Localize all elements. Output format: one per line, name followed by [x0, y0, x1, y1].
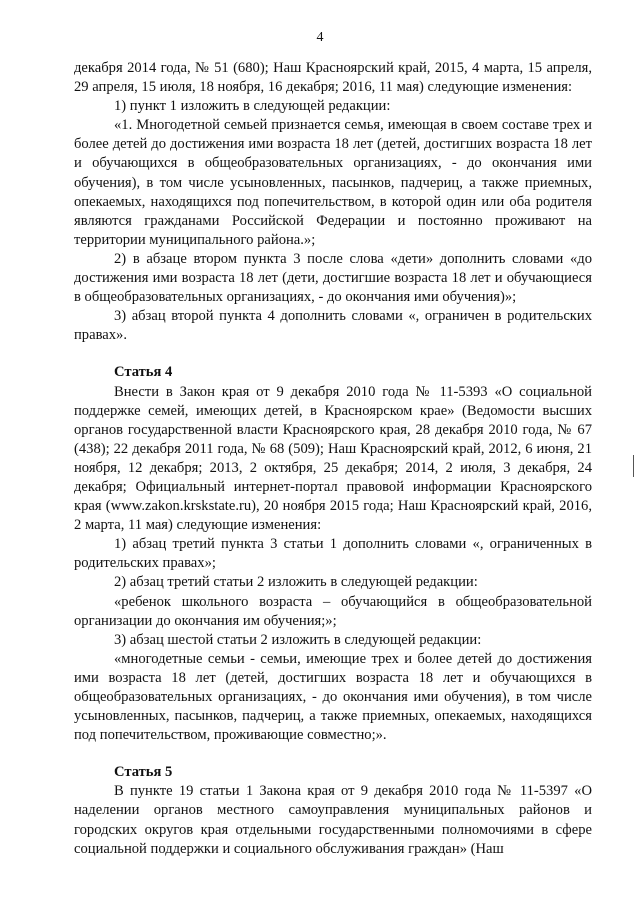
- paragraph: 1) пункт 1 изложить в следующей редакции:: [114, 98, 391, 115]
- paragraph: В пункте 19 статьи 1 Закона края от 9 декабря 2010 года № 11-5397 «О наделении органов местного самоуправления муниципальных районов и городских округов края отдельными государственными полномочиями в сфере социальной поддержки и социального обслуживания граждан» (Наш: [74, 783, 592, 857]
- article-heading: Статья 4: [114, 364, 173, 381]
- paragraph: 3) абзац шестой статьи 2 изложить в следующей редакции:: [114, 631, 482, 648]
- paragraph: «многодетные семьи - семьи, имеющие трех и более детей до достижения ими возраста 18 лет (детей, достигших возраста 18 лет и обучающихся в общеобразовательных организациях, - до окончания ими обучения), в том числе усыновленных, пасынков, падчериц, а также приемных, опекаемых, находящихся под попечительством, проживающие совместно;».: [74, 650, 592, 744]
- paragraph: «ребенок школьного возраста – обучающийся в общеобразовательной организации до окончания им обучения;»;: [74, 593, 592, 629]
- paragraph: 3) абзац второй пункта 4 дополнить словами «, ограничен в родительских правах».: [74, 308, 592, 344]
- paragraph: Внести в Закон края от 9 декабря 2010 года № 11-5393 «О социальной поддержке семей, имеющих детей, в Красноярском крае» (Ведомости высших органов государственной власти Красноярского края, 28 декабря 2010 года, № 67 (438); 22 декабря 2011 года, № 68 (509); Наш Красноярский край, 2012, 6 июня, 21 ноября, 12 декабря; 2013, 2 октября, 25 декабря; 2014, 2 июля, 3 декабря, 24 декабря; Официальный интернет-портал правовой информации Красноярского края (www.zakon.krskstate.ru), 20 ноября 2015 года; Наш Красноярский край, 2016, 2 марта, 11 мая) следующие изменения:: [74, 383, 592, 534]
- section-spacer: [74, 745, 592, 763]
- article-heading: Статья 5: [114, 764, 173, 781]
- page-number: 4: [316, 30, 324, 45]
- document-body: [74, 59, 592, 859]
- paragraph: 1) абзац третий пункта 3 статьи 1 дополнить словами «, ограниченных в родительских правах»;: [74, 536, 592, 572]
- paragraph: «1. Многодетной семьей признается семья, имеющая в своем составе трех и более детей до достижения ими возраста 18 лет (детей, достигших возраста 18 лет и обучающихся в общеобразовательных организациях, - до окончания ими обучения), в том числе усыновленных, пасынков, падчериц, а также приемных, опекаемых, находящихся под попечительством, в которой один или оба родителя являются гражданами Российской Федерации и постоянно проживают на территории муниципального района.»;: [74, 117, 592, 248]
- paragraph: 2) абзац третий статьи 2 изложить в следующей редакции:: [114, 574, 478, 591]
- paragraph: декабря 2014 года, № 51 (680); Наш Красноярский край, 2015, 4 марта, 15 апреля, 29 апреля, 15 июля, 18 ноября, 16 декабря; 2016, 11 мая) следующие изменения:: [74, 60, 592, 96]
- scan-edge-mark: [633, 455, 634, 477]
- paragraph: 2) в абзаце втором пункта 3 после слова «дети» дополнить словами «до достижения ими возраста 18 лет (дети, достигшие возраста 18 лет и обучающиеся в общеобразовательных организациях, - до окончания ими обучения)»;: [74, 250, 592, 306]
- section-spacer: [74, 345, 592, 363]
